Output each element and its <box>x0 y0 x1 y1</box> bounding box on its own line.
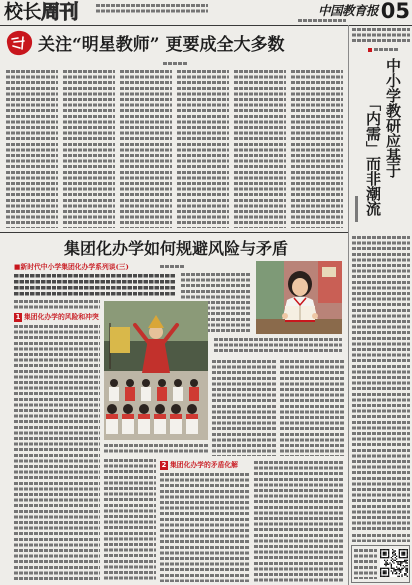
main-article-column <box>14 300 100 311</box>
qr-module <box>401 553 402 554</box>
qr-module <box>404 560 405 561</box>
qr-module <box>399 576 400 577</box>
column-name-light: 周刊 <box>41 1 79 23</box>
column-name <box>4 1 78 23</box>
side-article-label <box>374 48 398 52</box>
qr-module <box>405 557 406 558</box>
qr-module <box>405 570 406 571</box>
qr-module <box>385 572 386 573</box>
qr-module <box>388 553 389 554</box>
qr-module <box>401 557 402 558</box>
photo-caption <box>214 338 342 355</box>
qr-module <box>399 568 400 569</box>
qr-module <box>399 550 400 551</box>
qr-module <box>383 553 384 554</box>
qr-module <box>400 572 401 573</box>
qr-module <box>401 574 402 575</box>
section-heading-2 <box>160 461 238 470</box>
qr-module <box>404 561 405 562</box>
qr-module <box>399 549 400 550</box>
qr-module <box>384 570 385 571</box>
qr-module <box>385 552 386 553</box>
masthead-rule <box>0 25 412 26</box>
qr-module <box>383 549 384 550</box>
qr-module <box>383 568 384 569</box>
qr-module <box>407 569 408 570</box>
qr-module <box>392 572 393 573</box>
side-article-byline <box>355 196 358 222</box>
qr-module <box>393 554 394 555</box>
qr-module <box>383 572 384 573</box>
qr-module <box>407 552 408 553</box>
qr-module <box>403 568 404 569</box>
main-article-column <box>280 360 344 456</box>
qr-module <box>400 564 401 565</box>
qr-module <box>384 552 385 553</box>
qr-module <box>392 568 393 569</box>
qr-module <box>388 569 389 570</box>
qr-module <box>384 573 385 574</box>
qr-module <box>403 552 404 553</box>
qr-module <box>380 570 381 571</box>
qr-module <box>401 554 402 555</box>
qr-module <box>395 554 396 555</box>
top-article-column <box>234 70 286 228</box>
qr-module <box>380 569 381 570</box>
qr-module <box>407 576 408 577</box>
qr-module <box>383 554 384 555</box>
qr-module <box>397 576 398 577</box>
qr-module <box>393 560 394 561</box>
qr-module <box>407 572 408 573</box>
qr-module <box>403 561 404 562</box>
section-title: 集团化办学的矛盾化解 <box>170 461 238 469</box>
qr-module <box>396 556 397 557</box>
main-article-byline <box>160 265 184 269</box>
main-article-column <box>104 459 156 582</box>
main-article-column <box>160 473 250 582</box>
qr-module <box>403 549 404 550</box>
qr-module <box>397 568 398 569</box>
qr-module <box>384 553 385 554</box>
qr-module <box>387 560 388 561</box>
qr-module <box>396 561 397 562</box>
qr-module <box>404 554 405 555</box>
top-article-headline: 关注“明星教师” 更要成全大多数 <box>38 35 285 55</box>
qr-module <box>396 572 397 573</box>
qr-module <box>380 552 381 553</box>
qr-promo-text <box>354 549 377 579</box>
qr-module <box>397 569 398 570</box>
book <box>285 306 315 322</box>
qr-module <box>396 573 397 574</box>
qr-module <box>388 554 389 555</box>
qr-module <box>380 572 381 573</box>
qr-module <box>388 572 389 573</box>
qr-module <box>388 552 389 553</box>
qr-module <box>392 556 393 557</box>
qr-module <box>407 562 408 563</box>
qr-module <box>391 565 392 566</box>
top-article-column <box>177 70 229 228</box>
qr-module <box>385 564 386 565</box>
section-heading-1 <box>14 313 99 322</box>
qr-module <box>399 552 400 553</box>
qr-module <box>380 574 381 575</box>
qr-module <box>407 556 408 557</box>
qr-module <box>388 570 389 571</box>
qr-module <box>381 557 382 558</box>
qr-module <box>400 549 401 550</box>
qr-module <box>395 557 396 558</box>
qr-module <box>404 549 405 550</box>
qr-module <box>407 549 408 550</box>
qr-module <box>393 568 394 569</box>
qr-module <box>399 557 400 558</box>
qr-module <box>388 549 389 550</box>
qr-module <box>396 566 397 567</box>
qr-module <box>407 550 408 551</box>
section-number: 1 <box>15 313 21 321</box>
main-article-headline: 集团化办学如何规避风险与矛盾 <box>63 239 288 258</box>
qr-module <box>385 568 386 569</box>
top-article-column <box>63 70 115 228</box>
qr-module <box>395 570 396 571</box>
qr-module <box>399 554 400 555</box>
qr-module <box>391 564 392 565</box>
qr-module <box>385 553 386 554</box>
qr-module <box>396 569 397 570</box>
qr-module <box>404 557 405 558</box>
side-article-author-note <box>352 534 410 542</box>
qr-module <box>395 550 396 551</box>
masthead-date <box>298 19 346 23</box>
qr-module <box>407 570 408 571</box>
qr-module <box>403 554 404 555</box>
qr-module <box>400 565 401 566</box>
qr-module <box>407 554 408 555</box>
qr-module <box>380 576 381 577</box>
qr-module <box>388 568 389 569</box>
qr-module <box>383 552 384 553</box>
qr-module <box>395 569 396 570</box>
qr-module <box>407 557 408 558</box>
qr-module <box>405 568 406 569</box>
qr-module <box>404 574 405 575</box>
qr-module <box>384 560 385 561</box>
qr-module <box>399 569 400 570</box>
qr-module <box>388 576 389 577</box>
qr-module <box>383 557 384 558</box>
qr-module <box>389 562 390 563</box>
qr-module <box>392 561 393 562</box>
qr-module <box>388 557 389 558</box>
qr-module <box>385 554 386 555</box>
main-article-series-kicker: ■新时代中小学集团化办学系列谈(三) <box>14 263 129 271</box>
qr-module <box>393 569 394 570</box>
qr-module <box>380 556 381 557</box>
qr-module <box>384 557 385 558</box>
qr-module <box>401 568 402 569</box>
photo-student-performance <box>104 301 208 440</box>
qr-module <box>387 549 388 550</box>
qr-module <box>385 573 386 574</box>
qr-module <box>392 558 393 559</box>
section-number: 2 <box>161 461 167 469</box>
qr-module <box>403 557 404 558</box>
sidebar-divider <box>348 25 349 585</box>
side-article-label-marker <box>368 48 372 52</box>
qr-module <box>387 562 388 563</box>
qr-module <box>407 565 408 566</box>
qr-module <box>400 561 401 562</box>
page-number: 05 <box>380 0 410 23</box>
qr-module <box>388 550 389 551</box>
qr-module <box>393 570 394 571</box>
qr-module <box>385 557 386 558</box>
main-article-lead <box>14 274 176 297</box>
qr-module <box>387 564 388 565</box>
qr-module <box>385 562 386 563</box>
qr-module <box>387 557 388 558</box>
qr-module <box>384 572 385 573</box>
qr-module <box>405 574 406 575</box>
top-article-column <box>291 70 343 228</box>
qr-module <box>407 560 408 561</box>
qr-module <box>393 550 394 551</box>
qr-module <box>393 562 394 563</box>
masthead-credits <box>96 4 208 15</box>
side-article-headline-line-1: 中小学教研应基于 <box>384 58 402 178</box>
qr-module <box>407 568 408 569</box>
qr-module <box>391 568 392 569</box>
main-article-column <box>254 461 344 582</box>
qr-module <box>385 570 386 571</box>
qr-module <box>385 576 386 577</box>
qr-module <box>401 552 402 553</box>
qr-module <box>383 570 384 571</box>
qr-module <box>388 574 389 575</box>
qr-module <box>405 562 406 563</box>
qr-module <box>392 549 393 550</box>
qr-module <box>401 562 402 563</box>
qr-module <box>399 570 400 571</box>
qr-module <box>405 569 406 570</box>
photo-student-reading <box>256 261 342 334</box>
qr-module <box>380 573 381 574</box>
qr-module <box>385 549 386 550</box>
qr-module <box>405 565 406 566</box>
qr-module <box>383 573 384 574</box>
column-badge-logo <box>4 29 34 57</box>
qr-module <box>385 565 386 566</box>
qr-module <box>399 561 400 562</box>
qr-module <box>385 561 386 562</box>
section-title: 集团化办学的风险和冲突 <box>24 313 99 321</box>
newspaper-logo: 中国教育报 <box>318 3 379 18</box>
qr-module <box>396 558 397 559</box>
qr-module <box>395 553 396 554</box>
qr-module <box>404 553 405 554</box>
qr-module <box>392 573 393 574</box>
qr-module <box>380 554 381 555</box>
qr-module <box>384 554 385 555</box>
qr-module <box>381 576 382 577</box>
qr-module <box>404 573 405 574</box>
top-article-column <box>120 70 172 228</box>
qr-module <box>401 561 402 562</box>
qr-module <box>395 573 396 574</box>
qr-module <box>392 552 393 553</box>
qr-module <box>400 570 401 571</box>
qr-module <box>400 562 401 563</box>
qr-module <box>405 573 406 574</box>
qr-code <box>380 549 408 577</box>
qr-module <box>399 556 400 557</box>
article-divider <box>0 232 348 233</box>
main-article-column <box>14 325 100 582</box>
qr-module <box>380 550 381 551</box>
qr-module <box>400 557 401 558</box>
qr-module <box>388 556 389 557</box>
qr-module <box>401 569 402 570</box>
side-article-body <box>352 236 410 530</box>
main-article-column <box>212 360 276 456</box>
qr-module <box>387 576 388 577</box>
qr-module <box>391 566 392 567</box>
qr-module <box>403 553 404 554</box>
top-article-column <box>6 70 58 228</box>
qr-module <box>404 566 405 567</box>
qr-module <box>399 573 400 574</box>
qr-module <box>381 549 382 550</box>
qr-module <box>380 568 381 569</box>
qr-module <box>391 570 392 571</box>
qr-module <box>380 557 381 558</box>
photo-caption <box>104 444 208 455</box>
qr-module <box>383 576 384 577</box>
qr-module <box>384 576 385 577</box>
qr-module <box>381 568 382 569</box>
qr-module <box>400 569 401 570</box>
qr-module <box>380 549 381 550</box>
qr-module <box>397 562 398 563</box>
qr-module <box>405 560 406 561</box>
qr-module <box>384 549 385 550</box>
qr-module <box>405 561 406 562</box>
qr-module <box>397 564 398 565</box>
qr-module <box>404 552 405 553</box>
qr-module <box>392 553 393 554</box>
qr-module <box>401 549 402 550</box>
qr-module <box>387 568 388 569</box>
qr-module <box>395 560 396 561</box>
qr-module <box>393 552 394 553</box>
qr-module <box>403 565 404 566</box>
qr-module <box>399 564 400 565</box>
qr-module <box>391 560 392 561</box>
qr-module <box>399 553 400 554</box>
column-name-bold: 校长 <box>4 1 42 23</box>
qr-module <box>401 576 402 577</box>
qr-module <box>380 553 381 554</box>
top-article-byline <box>163 62 187 66</box>
qr-module <box>407 553 408 554</box>
side-article-top-text <box>352 28 410 44</box>
qr-module <box>388 564 389 565</box>
qr-module <box>384 568 385 569</box>
qr-module <box>397 561 398 562</box>
side-article-headline-line-2: 「内需」而非潮流 <box>364 96 382 216</box>
qr-module <box>384 564 385 565</box>
qr-module <box>405 549 406 550</box>
qr-module <box>391 557 392 558</box>
qr-module <box>388 573 389 574</box>
